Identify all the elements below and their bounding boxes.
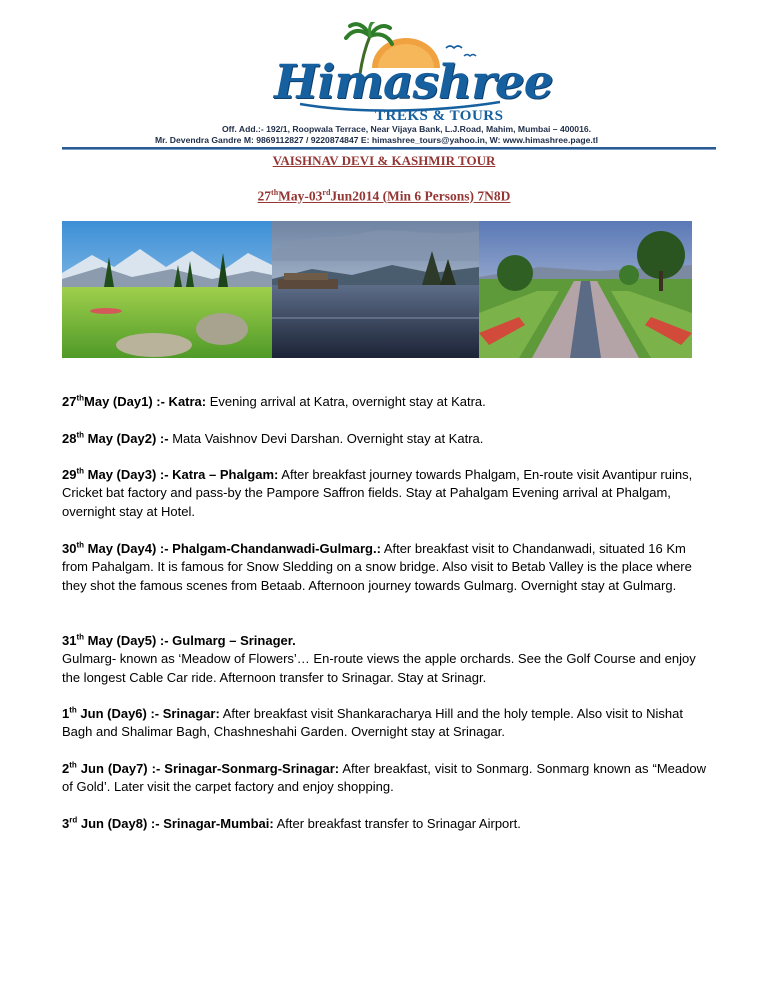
day-suffix: th	[76, 430, 85, 440]
day-description: Evening arrival at Katra, overnight stay at Katra.	[209, 394, 486, 409]
day-label	[62, 541, 381, 556]
dates-mid: May-03	[278, 188, 323, 204]
day-number: 30	[62, 541, 77, 556]
day-description: After breakfast journey towards Phalgam, En-route visit Avantipur ruins, Cricket bat factory and pass-by the Pampore Saffron fields. Stay at Pahalgam Evening arrival at Phalgam, overnight stay at Hotel.	[62, 467, 693, 519]
day-heading: Jun (Day6) :- Srinagar:	[76, 706, 220, 721]
dates-start-suffix: th	[271, 188, 279, 197]
day-number: 3	[62, 816, 70, 831]
itinerary-day	[62, 540, 706, 595]
tour-title: VAISHNAV DEVI & KASHMIR TOUR	[272, 153, 496, 168]
tour-dates	[0, 188, 768, 205]
day-suffix: rd	[69, 815, 78, 825]
day-number: 2	[62, 761, 70, 776]
day-label	[62, 633, 296, 648]
day-suffix: th	[76, 540, 85, 550]
day-heading: May (Day1) :- Katra:	[84, 394, 207, 409]
mughal-garden-photo	[479, 221, 692, 358]
itinerary-day	[62, 815, 706, 833]
itinerary-day	[62, 705, 706, 742]
day-description: After breakfast, visit to Sonmarg. Sonmarg known as “Meadow of Gold’. Later visit the carpet factory and enjoy shopping.	[62, 761, 706, 795]
brand-subtitle: TREKS & TOURS	[375, 108, 504, 124]
day-number: 29	[62, 467, 77, 482]
day-description: After breakfast visit Shankaracharya Hill and the holy temple. Also visit to Nishat Bagh and Shalimar Bagh, Chashneshahi Garden. Overnight stay at Srinagar.	[62, 706, 684, 740]
day-description: After breakfast transfer to Srinagar Airport.	[276, 816, 521, 831]
lake-houseboat-photo	[272, 221, 479, 358]
day-heading: Jun (Day8) :- Srinagar-Mumbai:	[77, 816, 274, 831]
contact-line: Mr. Devendra Gandre M: 9869112827 / 9220874847 E: himashree_tours@yahoo.in, W: www.himashree.page.tl	[155, 135, 599, 145]
day-number: 31	[62, 633, 77, 648]
day-label	[62, 816, 274, 831]
itinerary-day	[62, 393, 706, 411]
day-suffix: th	[69, 705, 77, 715]
day-description: Mata Vaishnov Devi Darshan. Overnight stay at Katra.	[172, 431, 484, 446]
himashree-logo	[268, 22, 553, 132]
brand-name: Himashree	[274, 55, 553, 110]
day-label	[62, 706, 220, 721]
day-description: After breakfast visit to Chandanwadi, situated 16 Km from Pahalgam. It is famous for Snow Sledding on a snow bridge. Also visit to Betab Valley is the place where they shot the famous scenes from Betaab. Afternoon journey towards Gulmarg. Overnight stay at Gulmarg.	[62, 541, 692, 593]
day-number: 28	[62, 431, 77, 446]
header-divider	[62, 147, 716, 150]
itinerary-day	[62, 430, 706, 448]
day-description: Gulmarg- known as ‘Meadow of Flowers’… En-route views the apple orchards. See the Golf Course and enjoy the longest Cable Car ride. Afternoon transfer to Srinagar. Stay at Srinagr.	[62, 651, 696, 685]
day-number: 1	[62, 706, 70, 721]
day-suffix: th	[76, 466, 85, 476]
day-heading: Jun (Day7) :- Srinagar-Sonmarg-Srinagar:	[76, 761, 340, 776]
itinerary-day	[62, 466, 706, 521]
day-number: 27	[62, 394, 77, 409]
day-label	[62, 394, 206, 409]
day-heading: May (Day5) :- Gulmarg – Srinager.	[84, 633, 296, 648]
itinerary-day	[62, 632, 706, 687]
day-heading: May (Day2) :-	[84, 431, 169, 446]
day-heading: May (Day3) :- Katra – Phalgam:	[84, 467, 279, 482]
dates-start-day: 27	[257, 188, 272, 204]
day-heading: May (Day4) :- Phalgam-Chandanwadi-Gulmarg.:	[84, 541, 381, 556]
day-suffix: th	[69, 760, 77, 770]
day-label	[62, 431, 169, 446]
day-label	[62, 761, 339, 776]
mountain-meadow-photo	[62, 221, 272, 358]
itinerary-day	[62, 760, 706, 797]
dates-end-suffix: rd	[322, 188, 331, 197]
dates-rest: Jun2014 (Min 6 Persons) 7N8D	[330, 188, 511, 204]
address-line: Off. Add.:- 192/1, Roopwala Terrace, Near Vijaya Bank, L.J.Road, Mahim, Mumbai – 400016.	[222, 124, 592, 134]
day-label	[62, 467, 278, 482]
day-suffix: th	[76, 632, 85, 642]
day-suffix: th	[76, 393, 85, 403]
